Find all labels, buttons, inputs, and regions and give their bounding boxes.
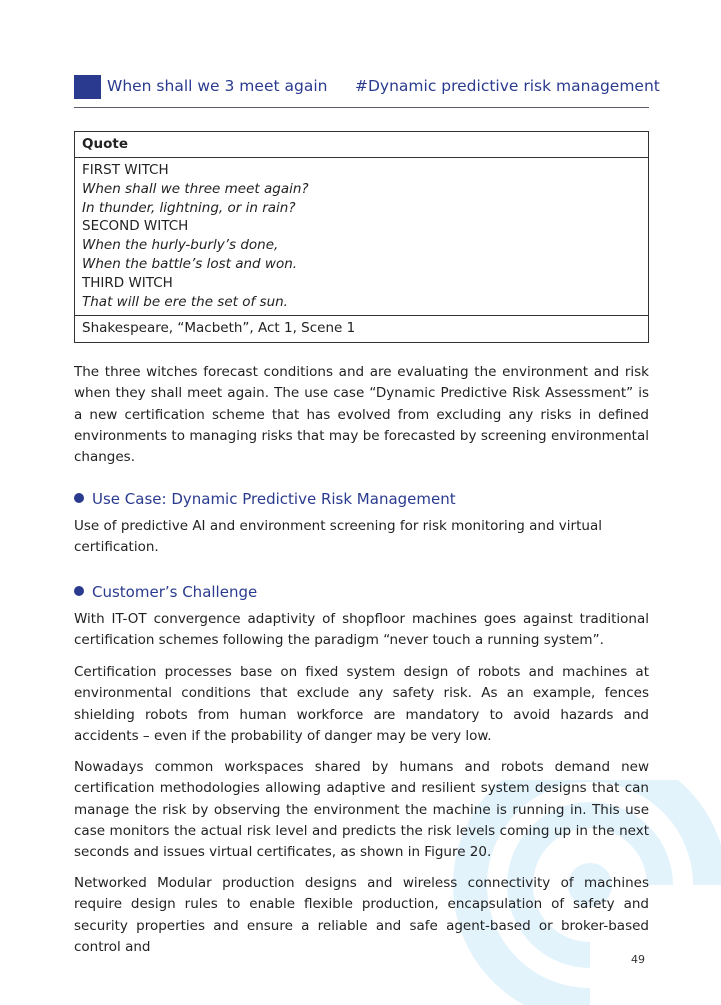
challenge-heading — [74, 583, 649, 601]
quote-line: SECOND WITCH — [82, 218, 189, 235]
header-square-icon — [74, 75, 101, 99]
header-title: When shall we 3 meet again — [107, 77, 328, 95]
quote-line: When the hurly-burly’s done, — [82, 237, 279, 254]
intro-paragraph: The three witches forecast conditions and are evaluating the environment and risk when they shall meet again. The use case “Dynamic Predictive Risk Assessment” is a new certification scheme that has evolved from excluding any risks in defined environments to managing risks that may be forecasted by screening environmental changes. — [74, 364, 649, 466]
challenge-paragraph: Networked Modular production designs and wireless connectivity of machines require design rules to enable flexible production, encapsulation of safety and security properties and ensure a reliable and safe agent-based or broker-based control and — [74, 875, 649, 955]
use-case-heading — [74, 490, 649, 508]
quote-body — [75, 158, 648, 316]
quote-line: THIRD WITCH — [82, 274, 173, 291]
quote-line: When the battle’s lost and won. — [82, 255, 298, 272]
quote-line: When shall we three meet again? — [82, 180, 309, 197]
quote-table — [74, 131, 649, 343]
page-number: 49 — [631, 953, 645, 966]
bullet-icon — [74, 586, 84, 596]
challenge-paragraph: With IT-OT convergence adaptivity of shopfloor machines goes against traditional certification schemes following the paradigm “never touch a running system”. — [74, 611, 649, 649]
bullet-icon — [74, 493, 84, 503]
quote-line: FIRST WITCH — [82, 162, 169, 178]
quote-source: Shakespeare, “Macbeth”, Act 1, Scene 1 — [82, 320, 356, 337]
header-tag: #Dynamic predictive risk management — [355, 77, 660, 95]
quote-line: That will be ere the set of sun. — [82, 293, 288, 310]
challenge-paragraph: Nowadays common workspaces shared by humans and robots demand new certification methodologies allowing adaptive and resilient system designs that can manage the risk by observing the environment the machine is running in. This use case monitors the actual risk level and predicts the risk levels coming up in the next seconds and issues virtual certificates, as shown in Figure 20. — [74, 759, 649, 861]
use-case-text: Use of predictive AI and environment screening for risk monitoring and virtual certification. — [74, 518, 602, 556]
challenge-heading-text: Customer’s Challenge — [92, 583, 258, 601]
use-case-heading-text: Use Case: Dynamic Predictive Risk Management — [92, 490, 456, 508]
challenge-paragraph: Certification processes base on fixed system design of robots and machines at environmental conditions that exclude any safety risk. As an example, fences shielding robots from human workforce are mandatory to avoid hazards and accidents – even if the probability of danger may be very low. — [74, 664, 649, 744]
quote-heading: Quote — [75, 132, 648, 158]
page-header — [74, 75, 660, 108]
quote-line: In thunder, lightning, or in rain? — [82, 199, 296, 216]
